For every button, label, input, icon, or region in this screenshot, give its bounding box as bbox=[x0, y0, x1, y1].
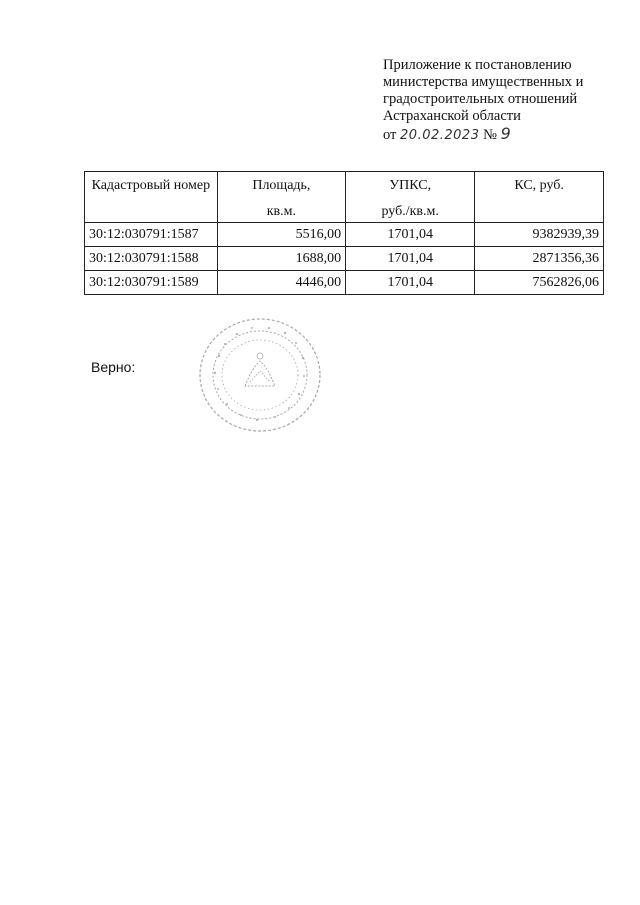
cell-upks: 1701,04 bbox=[346, 271, 475, 295]
header-ks: КС, руб. bbox=[475, 172, 604, 223]
cell-cadastral: 30:12:030791:1589 bbox=[85, 271, 218, 295]
header-cadastral-number: Кадастровый номер bbox=[85, 172, 218, 223]
appendix-header bbox=[383, 57, 623, 144]
appendix-line-4: Астраханской области bbox=[383, 108, 521, 124]
table-row bbox=[85, 247, 604, 271]
header-upks-label: УПКС, bbox=[389, 178, 432, 193]
cadastral-value-table bbox=[84, 171, 604, 295]
cell-cadastral: 30:12:030791:1588 bbox=[85, 247, 218, 271]
cell-ks: 7562826,06 bbox=[475, 271, 604, 295]
header-upks bbox=[346, 172, 475, 223]
cell-upks: 1701,04 bbox=[346, 223, 475, 247]
certified-label: Верно: bbox=[91, 359, 136, 375]
header-area-unit: кв.м. bbox=[266, 204, 297, 219]
cell-ks: 2871356,36 bbox=[475, 247, 604, 271]
official-seal-stamp bbox=[197, 316, 323, 434]
date-prefix: от bbox=[383, 127, 397, 143]
table-row bbox=[85, 271, 604, 295]
cell-area: 5516,00 bbox=[217, 223, 345, 247]
appendix-date-line bbox=[383, 125, 623, 144]
cell-upks: 1701,04 bbox=[346, 247, 475, 271]
handwritten-date: 20.02.2023 bbox=[400, 128, 480, 143]
cell-area: 1688,00 bbox=[217, 247, 345, 271]
table-row bbox=[85, 223, 604, 247]
header-area-label: Площадь, bbox=[252, 178, 311, 193]
cell-ks: 9382939,39 bbox=[475, 223, 604, 247]
table-header-row bbox=[85, 172, 604, 223]
header-upks-unit: руб./кв.м. bbox=[381, 204, 439, 219]
header-area bbox=[217, 172, 345, 223]
number-prefix: № bbox=[483, 127, 497, 143]
appendix-line-1: Приложение к постановлению bbox=[383, 57, 572, 73]
cell-cadastral: 30:12:030791:1587 bbox=[85, 223, 218, 247]
cell-area: 4446,00 bbox=[217, 271, 345, 295]
appendix-line-3: градостроительных отношений bbox=[383, 91, 578, 107]
appendix-line-2: министерства имущественных и bbox=[383, 74, 584, 90]
handwritten-number: 9 bbox=[500, 124, 511, 143]
